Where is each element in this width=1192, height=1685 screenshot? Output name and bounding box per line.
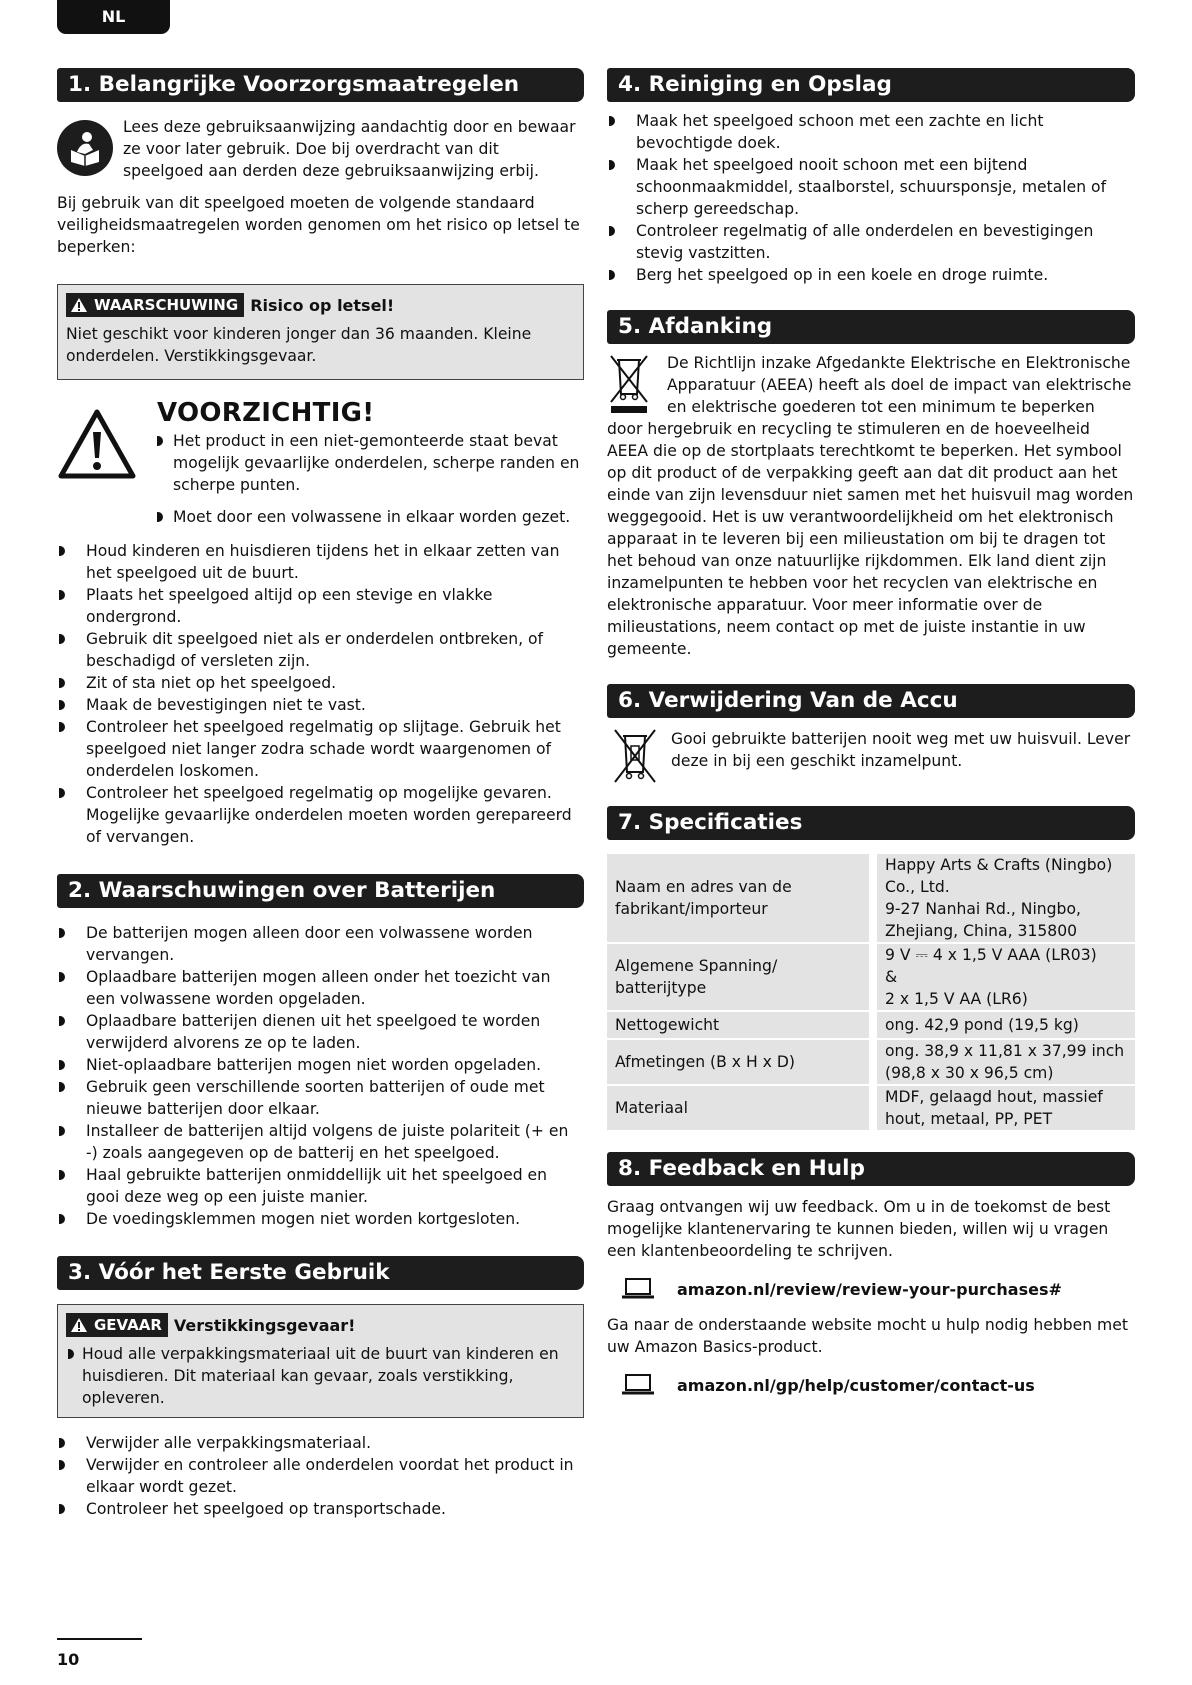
list-item: Verwijder alle verpakkingsmateriaal. <box>57 1432 584 1454</box>
read-manual-intro <box>57 116 584 182</box>
list-item: Oplaadbare batterijen mogen alleen onder het toezicht van een volwassene worden opgeladen. <box>57 966 584 1010</box>
list-item: Plaats het speelgoed altijd op een stevige en vlakke ondergrond. <box>57 584 584 628</box>
battery-disposal-block <box>607 726 1135 784</box>
contact-link-row[interactable] <box>621 1374 1135 1396</box>
footer-divider <box>57 1638 142 1640</box>
danger-label: GEVAAR <box>66 1313 168 1337</box>
list-item: Maak de bevestigingen niet te vast. <box>57 694 584 716</box>
warning-text: Niet geschikt voor kinderen jonger dan 36 maanden. Kleine onderdelen. Verstikkingsgevaar. <box>66 325 532 365</box>
list-item: Gebruik geen verschillende soorten batterijen of oude met nieuwe batterijen door elkaar. <box>57 1076 584 1120</box>
section-2-title: 2. Waarschuwingen over Batterijen <box>57 874 584 908</box>
list-item: Controleer het speelgoed regelmatig op mogelijke gevaren. Mogelijke gevaarlijke onderdelen moeten worden gerepareerd of vervangen. <box>57 782 584 848</box>
list-item: Installeer de batterijen altijd volgens de juiste polariteit (+ en -) zoals aangegeven op de batterij en het speelgoed. <box>57 1120 584 1164</box>
warning-triangle-icon <box>70 297 88 313</box>
battery-warning-list <box>57 922 584 1230</box>
list-item: Maak het speelgoed schoon met een zachte en licht bevochtigde doek. <box>607 110 1135 154</box>
review-link[interactable]: amazon.nl/review/review-your-purchases# <box>677 1279 1062 1299</box>
caution-triangle-icon <box>57 394 157 528</box>
list-item: Houd kinderen en huisdieren tijdens het in elkaar zetten van het speelgoed uit de buurt. <box>57 540 584 584</box>
section-8-title: 8. Feedback en Hulp <box>607 1152 1135 1186</box>
spec-key: Afmetingen (B x H x D) <box>607 1040 877 1084</box>
first-use-list <box>57 1432 584 1520</box>
list-item: Controleer het speelgoed op transportschade. <box>57 1498 584 1520</box>
section-5-title: 5. Afdanking <box>607 310 1135 344</box>
list-item: Berg het speelgoed op in een koele en droge ruimte. <box>607 264 1135 286</box>
weee-bin-icon <box>607 352 651 414</box>
laptop-icon <box>621 1374 655 1396</box>
spec-value: Happy Arts & Crafts (Ningbo) Co., Ltd. 9-27 Nanhai Rd., Ningbo, Zhejiang, China, 315800 <box>877 854 1135 942</box>
battery-bin-icon <box>611 726 659 784</box>
table-row <box>607 1086 1135 1130</box>
section-4-title: 4. Reiniging en Opslag <box>607 68 1135 102</box>
list-item: Oplaadbare batterijen dienen uit het speelgoed te worden verwijderd alvorens ze op te laden. <box>57 1010 584 1054</box>
safety-list <box>57 540 584 848</box>
safety-lead-text: Bij gebruik van dit speelgoed moeten de volgende standaard veiligheidsmaatregelen worden genomen om het risico op letsel te beperken: <box>57 194 580 256</box>
read-manual-icon <box>57 120 113 176</box>
section-7-title: 7. Specificaties <box>607 806 1135 840</box>
warning-label: WAARSCHUWING <box>66 293 244 317</box>
disposal-text: De Richtlijn inzake Afgedankte Elektrische en Elektronische Apparatuur (AEEA) heeft als doel de impact van elektrische en elektrische goederen tot een minimum te beperken door hergebruik en recycling te stimuleren en de hoeveelheid AEEA die op de stortplaats terechtkomt te beperken. Het symbool op dit product of de verpakking geeft aan dat dit product aan het einde van zijn levensduur niet samen met het huisvuil mag worden weggegooid. Het is uw verantwoordelijkheid om het elektronisch apparaat in te leveren bij een milieustation om bij te dragen tot het behoud van onze natuurlijke rijkdommen. Elk land dient zijn inzamelpunten te hebben voor het recyclen van elektrische en elektronische apparatuur. Voor meer informatie over de milieustations, neem contact op met de juiste instantie in uw gemeente. <box>607 354 1134 658</box>
caution-list <box>157 430 584 528</box>
cleaning-list <box>607 110 1135 286</box>
danger-title: Verstikkingsgevaar! <box>173 1315 356 1335</box>
list-item: De batterijen mogen alleen door een volwassene worden vervangen. <box>57 922 584 966</box>
section-3-title: 3. Vóór het Eerste Gebruik <box>57 1256 584 1290</box>
spec-key: Nettogewicht <box>607 1012 877 1038</box>
list-item: Moet door een volwassene in elkaar worden gezet. <box>157 506 584 528</box>
list-item: Maak het speelgoed nooit schoon met een bijtend schoonmaakmiddel, staalborstel, schuursponsje, metalen of scherp gereedschap. <box>607 154 1135 220</box>
danger-triangle-icon <box>70 1317 88 1333</box>
help-text: Ga naar de onderstaande website mocht u hulp nodig hebben met uw Amazon Basics-product. <box>607 1316 1128 1356</box>
list-item: Controleer regelmatig of alle onderdelen en bevestigingen stevig vastzitten. <box>607 220 1135 264</box>
spec-value: 9 V ⎓ 4 x 1,5 V AAA (LR03) & 2 x 1,5 V AA (LR6) <box>877 944 1135 1010</box>
table-row <box>607 854 1135 942</box>
spec-key: Algemene Spanning/ batterijtype <box>607 944 877 1010</box>
feedback-text: Graag ontvangen wij uw feedback. Om u in de toekomst de best mogelijke klantenervaring te kunnen bieden, willen wij u vragen een klantenbeoordeling te schrijven. <box>607 1198 1111 1260</box>
list-item: Controleer het speelgoed regelmatig op slijtage. Gebruik het speelgoed niet langer zodra schade wordt waargenomen of onderdelen loskomen. <box>57 716 584 782</box>
spec-value: ong. 42,9 pond (19,5 kg) <box>877 1012 1135 1038</box>
warning-box <box>57 284 584 380</box>
spec-key: Materiaal <box>607 1086 877 1130</box>
list-item: Zit of sta niet op het speelgoed. <box>57 672 584 694</box>
list-item: De voedingsklemmen mogen niet worden kortgesloten. <box>57 1208 584 1230</box>
list-item: Houd alle verpakkingsmateriaal uit de buurt van kinderen en huisdieren. Dit materiaal kan gevaar, zoals verstikking, opleveren. <box>66 1343 575 1409</box>
battery-disposal-text: Gooi gebruikte batterijen nooit weg met uw huisvuil. Lever deze in bij een geschikt inzamelpunt. <box>671 730 1131 770</box>
right-column <box>607 68 1135 1410</box>
section-1-title: 1. Belangrijke Voorzorgsmaatregelen <box>57 68 584 102</box>
intro-text: Lees deze gebruiksaanwijzing aandachtig door en bewaar ze voor later gebruik. Doe bij overdracht van dit speelgoed aan derden deze gebruiksaanwijzing erbij. <box>123 118 576 180</box>
spec-key: Naam en adres van de fabrikant/importeur <box>607 854 877 942</box>
left-column <box>57 68 584 1520</box>
page-number: 10 <box>57 1650 80 1669</box>
table-row <box>607 1040 1135 1084</box>
contact-link[interactable]: amazon.nl/gp/help/customer/contact-us <box>677 1375 1035 1395</box>
table-row <box>607 1012 1135 1038</box>
list-item: Niet-oplaadbare batterijen mogen niet worden opgeladen. <box>57 1054 584 1076</box>
danger-list <box>66 1343 575 1409</box>
caution-block <box>57 394 584 528</box>
language-tab: NL <box>57 0 170 34</box>
list-item: Het product in een niet-gemonteerde staat bevat mogelijk gevaarlijke onderdelen, scherpe randen en scherpe punten. <box>157 430 584 496</box>
section-6-title: 6. Verwijdering Van de Accu <box>607 684 1135 718</box>
warning-title: Risico op letsel! <box>250 295 395 315</box>
disposal-block <box>607 352 1135 660</box>
caution-title: VOORZICHTIG! <box>157 398 375 428</box>
specifications-table <box>607 852 1135 1132</box>
list-item: Gebruik dit speelgoed niet als er onderdelen ontbreken, of beschadigd of versleten zijn. <box>57 628 584 672</box>
table-row <box>607 944 1135 1010</box>
list-item: Verwijder en controleer alle onderdelen voordat het product in elkaar wordt gezet. <box>57 1454 584 1498</box>
spec-value: ong. 38,9 x 11,81 x 37,99 inch (98,8 x 30 x 96,5 cm) <box>877 1040 1135 1084</box>
review-link-row[interactable] <box>621 1278 1135 1300</box>
list-item: Haal gebruikte batterijen onmiddellijk uit het speelgoed en gooi deze weg op een juiste manier. <box>57 1164 584 1208</box>
spec-value: MDF, gelaagd hout, massief hout, metaal, PP, PET <box>877 1086 1135 1130</box>
danger-box <box>57 1304 584 1418</box>
laptop-icon <box>621 1278 655 1300</box>
